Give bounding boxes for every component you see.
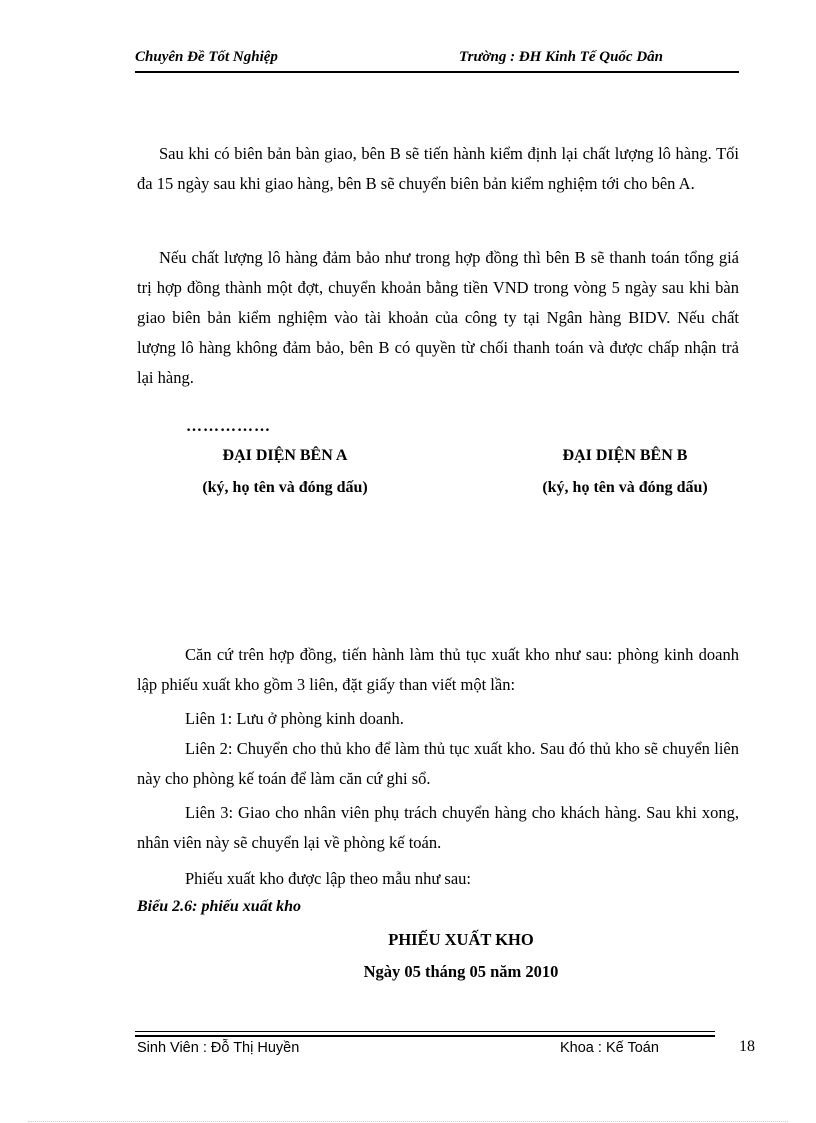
page-edge-divider [28, 1121, 788, 1122]
footer-divider-thick [135, 1035, 715, 1037]
form-title: PHIẾU XUẤT KHO [388, 930, 534, 949]
paragraph-export-procedure: Căn cứ trên hợp đồng, tiến hành làm thủ tục xuất kho như sau: phòng kinh doanh lập phiếu xuất kho gồm 3 liên, đặt giấy than viết một lần: [137, 645, 739, 694]
paragraph-payment: Nếu chất lượng lô hàng đảm bảo như trong hợp đồng thì bên B sẽ thanh toán tổng giá trị hợp đồng thành một đợt, chuyển khoản bằng tiền VND trong vòng 5 ngày sau khi bàn giao biên bản kiểm nghiệm vào tài khoản của công ty tại Ngân hàng BIDV. Nếu chất lượng lô hàng không đảm bảo, bên B có quyền từ chối thanh toán và được chấp nhận trả lại hàng. [137, 248, 739, 387]
signature-b-title: ĐẠI DIỆN BÊN B [562, 447, 688, 464]
ellipsis-dots: …………… [186, 418, 271, 435]
paragraph-copy-2: Liên 2: Chuyển cho thủ kho để làm thủ tục xuất kho. Sau đó thủ kho sẽ chuyển liên này cho phòng kế toán để làm căn cứ ghi sổ. [137, 739, 739, 788]
paragraph-form-intro: Phiếu xuất kho được lập theo mẫu như sau: [185, 869, 471, 888]
footer-divider-thin [135, 1031, 715, 1032]
signature-a-note: (ký, họ tên và đóng dấu) [202, 479, 368, 496]
signature-block-b [520, 440, 730, 504]
signature-a-title: ĐẠI DIỆN BÊN A [222, 447, 348, 464]
paragraph-inspection: Sau khi có biên bản bàn giao, bên B sẽ tiến hành kiểm định lại chất lượng lô hàng. Tối đa 15 ngày sau khi giao hàng, bên B sẽ chuyển biên bản kiểm nghiệm tới cho bên A. [137, 144, 739, 193]
page-number: 18 [739, 1038, 755, 1055]
signature-b-note: (ký, họ tên và đóng dấu) [542, 479, 708, 496]
footer-student: Sinh Viên : Đỗ Thị Huyền [137, 1040, 300, 1056]
header-university: Trường : ĐH Kinh Tế Quốc Dân [459, 49, 664, 65]
figure-caption: Biểu 2.6: phiếu xuất kho [137, 898, 302, 915]
paragraph-copy-3: Liên 3: Giao cho nhân viên phụ trách chuyển hàng cho khách hàng. Sau khi xong, nhân viên này sẽ chuyển lại về phòng kế toán. [137, 803, 739, 852]
footer-faculty: Khoa : Kế Toán [560, 1040, 659, 1056]
page-header [135, 47, 739, 73]
form-date: Ngày 05 tháng 05 năm 2010 [363, 962, 559, 981]
paragraph-copy-1: Liên 1: Lưu ở phòng kinh doanh. [185, 709, 404, 728]
signature-block-a [170, 440, 400, 504]
header-thesis-title: Chuyên Đề Tốt Nghiệp [135, 49, 278, 65]
